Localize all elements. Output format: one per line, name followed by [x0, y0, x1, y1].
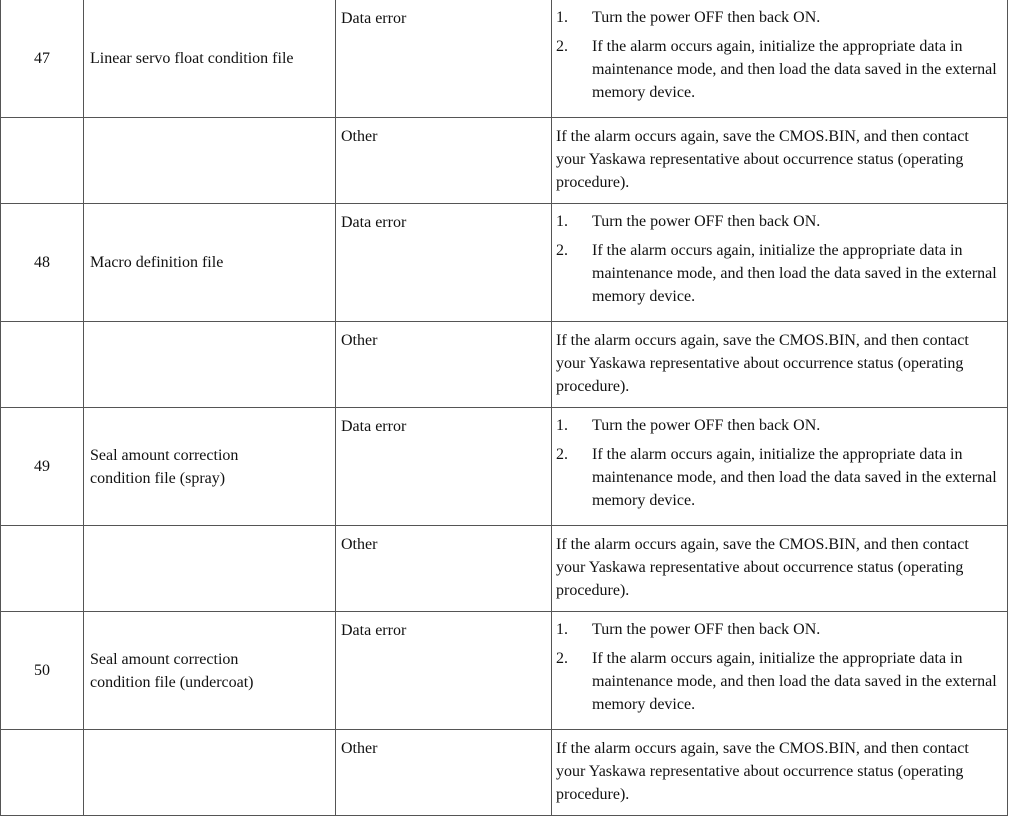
remedy-step — [556, 647, 1001, 716]
alarm-number: 48 — [34, 254, 50, 271]
table-row — [1, 730, 1008, 816]
step-number: 2. — [556, 38, 568, 55]
remedy-cell — [552, 526, 1008, 612]
file-name: Seal amount correction condition file (spray) — [90, 446, 239, 487]
step-number: 2. — [556, 446, 568, 463]
remedy-cell — [552, 322, 1008, 408]
alarm-number-cell — [1, 118, 84, 204]
step-number: 1. — [556, 417, 568, 434]
cause-cell — [336, 526, 552, 612]
cause-label: Other — [341, 332, 378, 349]
step-text: If the alarm occurs again, initialize the appropriate data in maintenance mode, and then load the data saved in the external memory device. — [592, 446, 997, 509]
remedy-step — [556, 618, 1001, 641]
cause-label: Other — [341, 128, 378, 145]
cause-label: Data error — [341, 622, 407, 639]
remedy-step — [556, 35, 1001, 104]
cause-label: Other — [341, 536, 378, 553]
cause-label: Data error — [341, 214, 407, 231]
step-text: If the alarm occurs again, initialize the appropriate data in maintenance mode, and then load the data saved in the external memory device. — [592, 38, 997, 101]
file-name-cell — [84, 0, 336, 118]
remedy-cell — [552, 118, 1008, 204]
table-row — [1, 612, 1008, 730]
file-name-cell — [84, 118, 336, 204]
step-number: 2. — [556, 650, 568, 667]
file-name: Seal amount correction condition file (undercoat) — [90, 650, 254, 691]
alarm-number-cell — [1, 322, 84, 408]
cause-cell — [336, 0, 552, 118]
cause-cell — [336, 612, 552, 730]
remedy-cell — [552, 612, 1008, 730]
cause-label: Data error — [341, 418, 407, 435]
alarm-number-cell — [1, 408, 84, 526]
remedy-step — [556, 210, 1001, 233]
cause-label: Data error — [341, 10, 407, 27]
remedy-text: If the alarm occurs again, save the CMOS.BIN, and then contact your Yaskawa representative about occurrence status (operating procedure). — [556, 128, 969, 191]
step-number: 1. — [556, 621, 568, 638]
remedy-cell — [552, 204, 1008, 322]
alarm-number-cell — [1, 204, 84, 322]
file-name-cell — [84, 730, 336, 816]
remedy-cell — [552, 0, 1008, 118]
alarm-number: 49 — [34, 458, 50, 475]
step-text: Turn the power OFF then back ON. — [592, 9, 821, 26]
step-number: 1. — [556, 213, 568, 230]
step-text: Turn the power OFF then back ON. — [592, 417, 821, 434]
table-row — [1, 526, 1008, 612]
step-text: Turn the power OFF then back ON. — [592, 621, 821, 638]
remedy-step — [556, 414, 1001, 437]
remedy-cell — [552, 730, 1008, 816]
step-text: Turn the power OFF then back ON. — [592, 213, 821, 230]
cause-cell — [336, 204, 552, 322]
step-text: If the alarm occurs again, initialize the appropriate data in maintenance mode, and then load the data saved in the external memory device. — [592, 242, 997, 305]
alarm-number: 47 — [34, 50, 50, 67]
alarm-number-cell — [1, 612, 84, 730]
cause-cell — [336, 322, 552, 408]
file-name-cell — [84, 204, 336, 322]
cause-cell — [336, 730, 552, 816]
file-name-cell — [84, 526, 336, 612]
file-name-cell — [84, 612, 336, 730]
file-name-cell — [84, 408, 336, 526]
alarm-number-cell — [1, 0, 84, 118]
table-row — [1, 0, 1008, 118]
file-name: Macro definition file — [90, 254, 224, 271]
remedy-step — [556, 6, 1001, 29]
alarm-number: 50 — [34, 662, 50, 679]
cause-cell — [336, 118, 552, 204]
step-number: 2. — [556, 242, 568, 259]
cause-label: Other — [341, 740, 378, 757]
file-name: Linear servo float condition file — [90, 50, 294, 67]
table-row — [1, 408, 1008, 526]
table-row — [1, 118, 1008, 204]
remedy-cell — [552, 408, 1008, 526]
remedy-text: If the alarm occurs again, save the CMOS.BIN, and then contact your Yaskawa representative about occurrence status (operating procedure). — [556, 740, 969, 803]
remedy-text: If the alarm occurs again, save the CMOS.BIN, and then contact your Yaskawa representative about occurrence status (operating procedure). — [556, 332, 969, 395]
cause-cell — [336, 408, 552, 526]
remedy-step — [556, 239, 1001, 308]
remedy-text: If the alarm occurs again, save the CMOS.BIN, and then contact your Yaskawa representative about occurrence status (operating procedure). — [556, 536, 969, 599]
alarm-number-cell — [1, 730, 84, 816]
step-number: 1. — [556, 9, 568, 26]
file-name-cell — [84, 322, 336, 408]
table-row — [1, 322, 1008, 408]
table-row — [1, 204, 1008, 322]
step-text: If the alarm occurs again, initialize the appropriate data in maintenance mode, and then load the data saved in the external memory device. — [592, 650, 997, 713]
alarm-number-cell — [1, 526, 84, 612]
remedy-step — [556, 443, 1001, 512]
